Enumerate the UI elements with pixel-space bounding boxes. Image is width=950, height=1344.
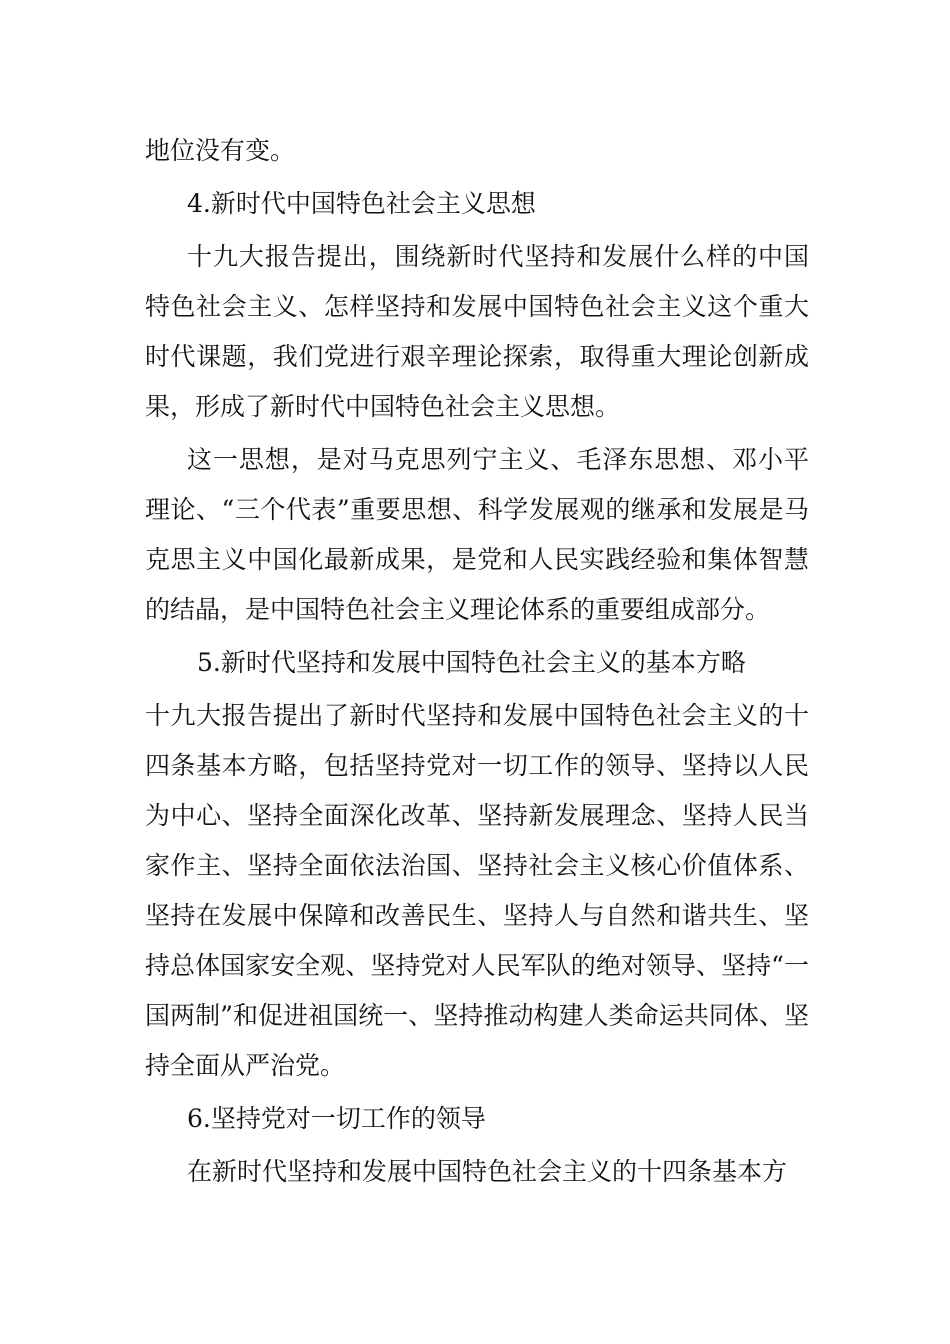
section-heading-6: 6.坚持党对一切工作的领导 (187, 1104, 486, 1133)
paragraph-section-4-intro: 十九大报告提出，围绕新时代坚持和发展什么样的中国特色社会主义、怎样坚持和发展中国特色社会主义这个重大时代课题，我们党进行艰辛理论探索，取得重大理论创新成果，形成了新时代中国特色社会主义思想。 (145, 242, 809, 421)
paragraph-section-4-thought: 这一思想，是对马克思列宁主义、毛泽东思想、邓小平理论、“三个代表”重要思想、科学发展观的继承和发展是马克思主义中国化最新成果，是党和人民实践经验和集体智慧的结晶，是中国特色社会主义理论体系的重要组成部分。 (145, 445, 809, 624)
section-heading-4: 4.新时代中国特色社会主义思想 (187, 189, 536, 218)
section-heading-5: 5.新时代坚持和发展中国特色社会主义的基本方略 (197, 648, 746, 677)
paragraph-section-5-strategies: 十九大报告提出了新时代坚持和发展中国特色社会主义的十四条基本方略，包括坚持党对一切工作的领导、坚持以人民为中心、坚持全面深化改革、坚持新发展理念、坚持人民当家作主、坚持全面依法治国、坚持社会主义核心价值体系、坚持在发展中保障和改善民生、坚持人与自然和谐共生、坚持总体国家安全观、坚持党对人民军队的绝对领导、坚持“一国两制”和促进祖国统一、坚持推动构建人类命运共同体、坚持全面从严治党。 (145, 701, 809, 1080)
paragraph-section-6-start: 在新时代坚持和发展中国特色社会主义的十四条基本方 (187, 1157, 788, 1186)
document-body (145, 126, 809, 1197)
paragraph-continuation: 地位没有变。 (145, 136, 296, 165)
